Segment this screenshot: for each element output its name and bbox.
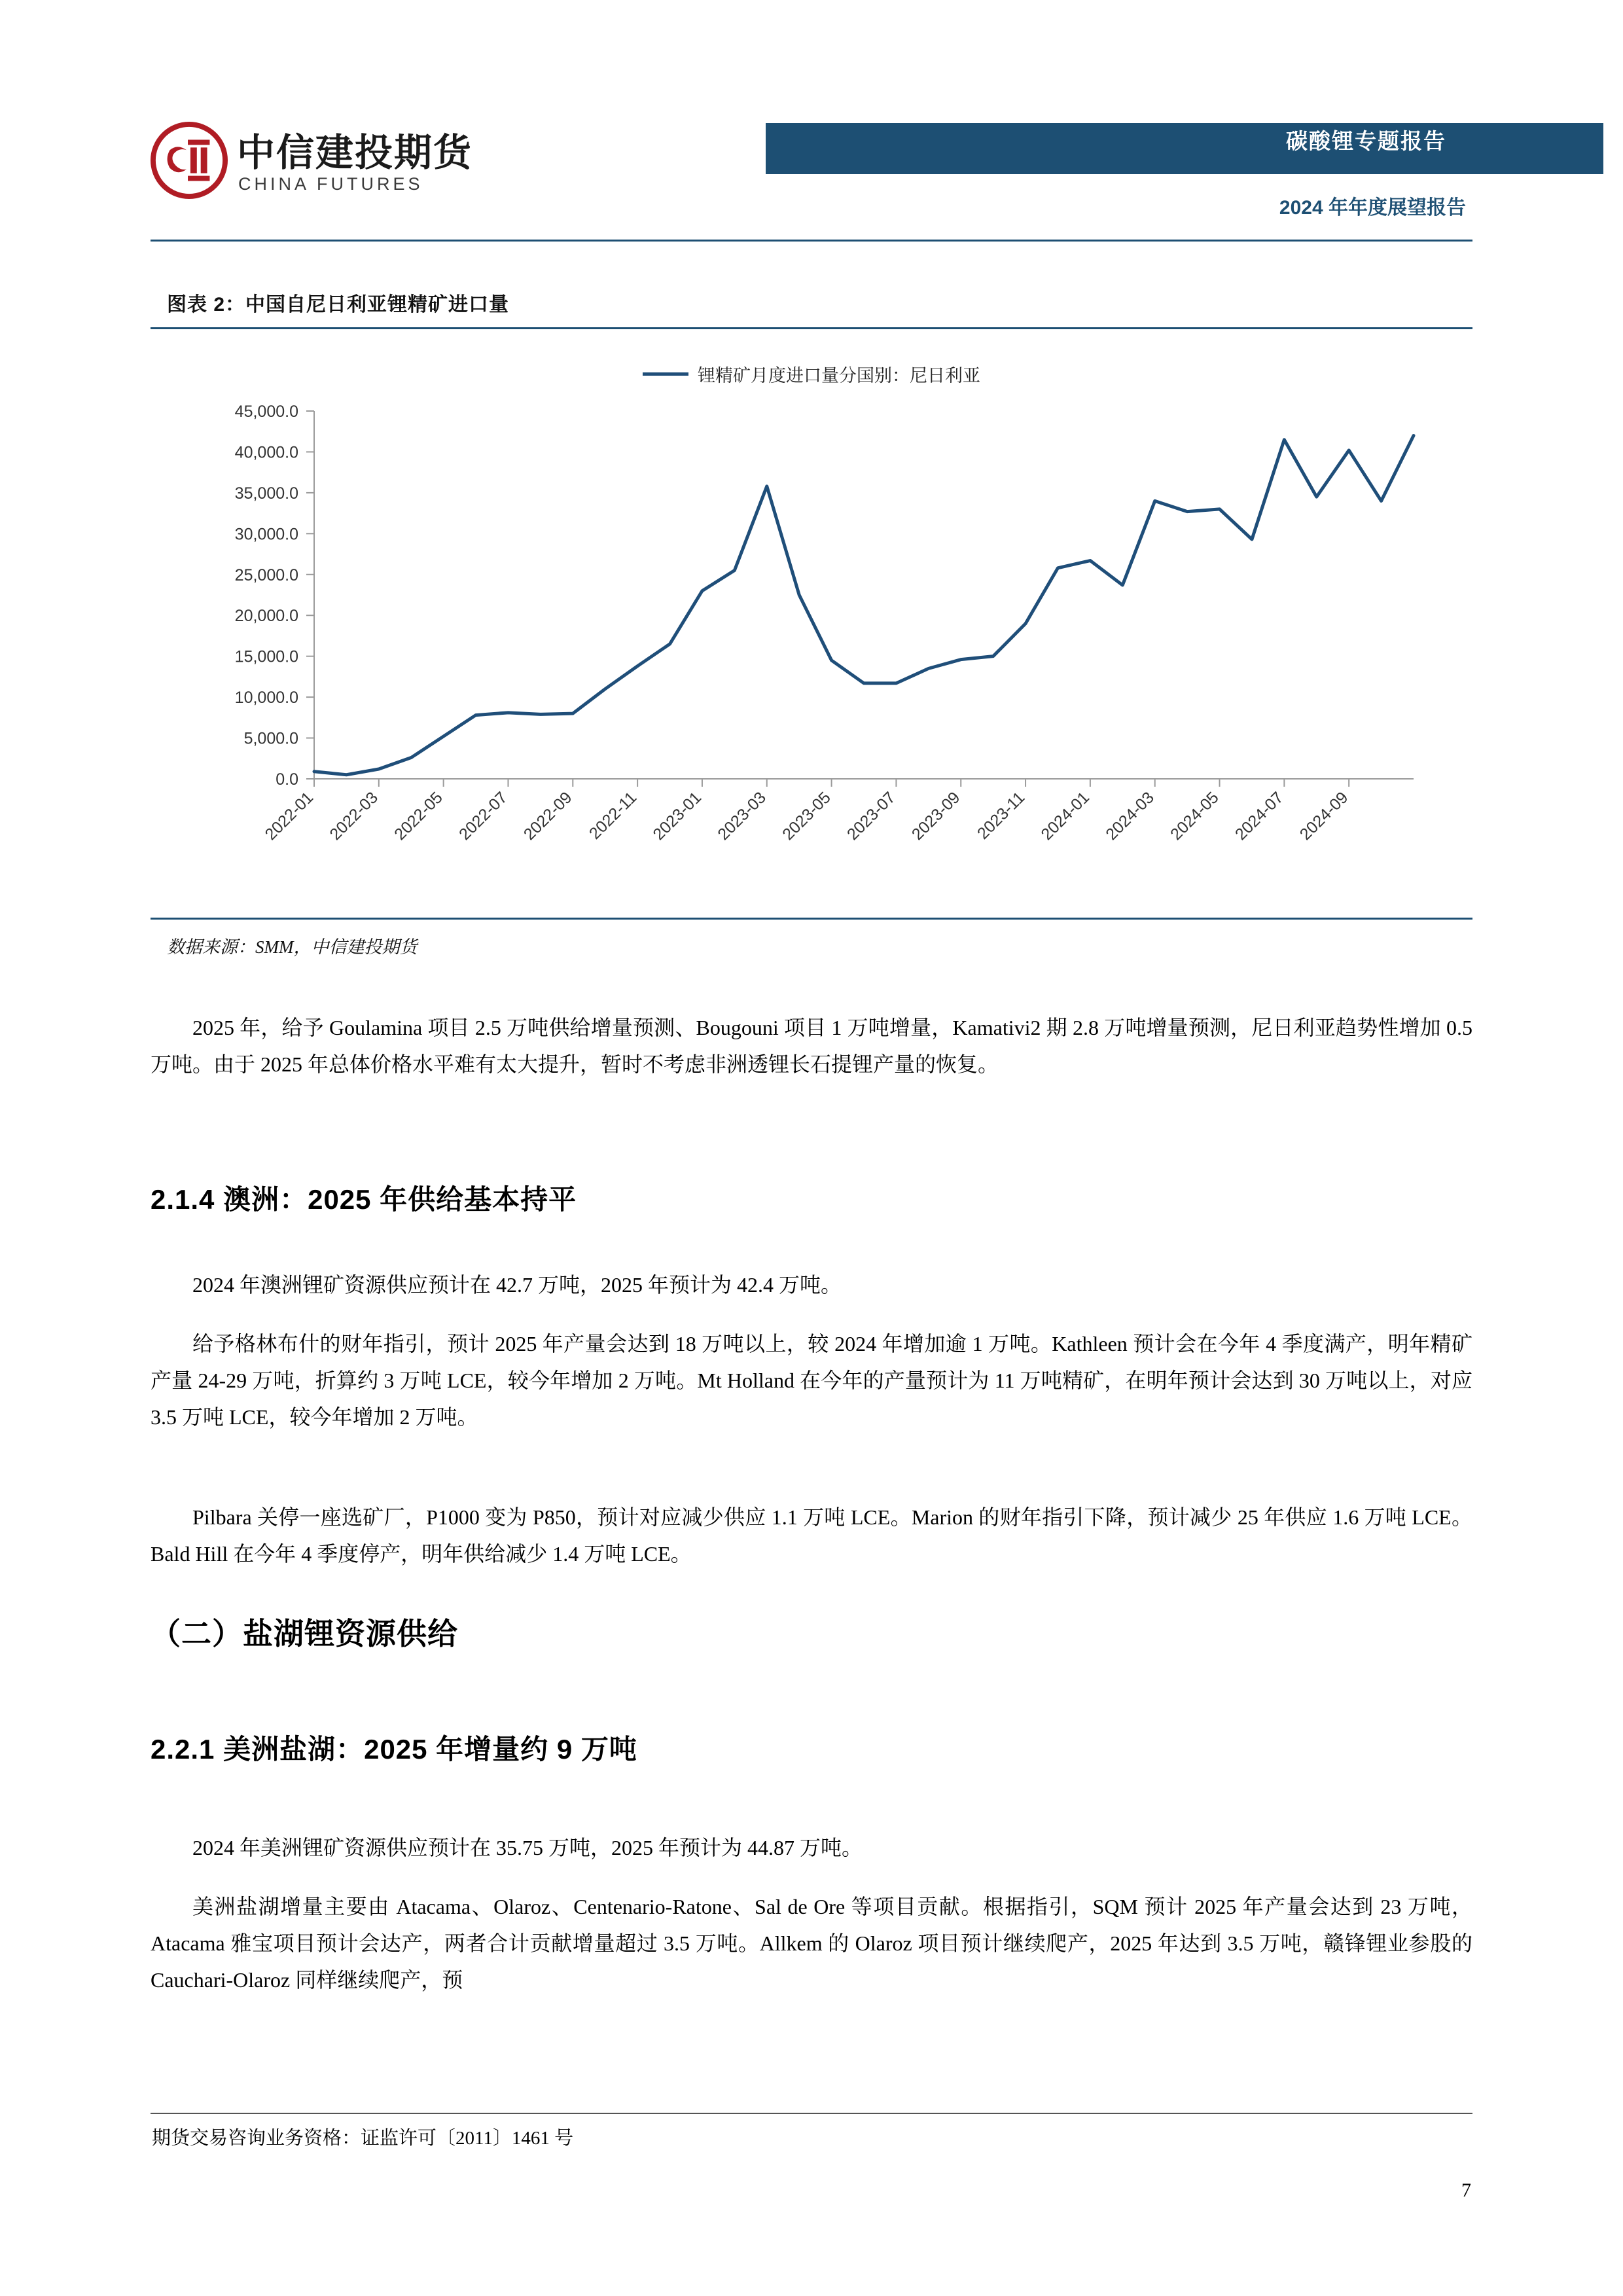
svg-text:15,000.0: 15,000.0: [234, 647, 298, 666]
svg-text:40,000.0: 40,000.0: [234, 443, 298, 462]
svg-text:2024-01: 2024-01: [1037, 788, 1094, 844]
svg-text:2022-01: 2022-01: [261, 788, 317, 844]
svg-text:2023-11: 2023-11: [973, 788, 1029, 843]
figure-chart: [151, 340, 1472, 910]
logo-text-en: CHINA FUTURES: [238, 174, 423, 194]
paragraph-2: 2024 年澳洲锂矿资源供应预计在 42.7 万吨，2025 年预计为 42.4 万吨。: [192, 1273, 842, 1297]
svg-text:10,000.0: 10,000.0: [234, 689, 298, 708]
svg-text:2023-05: 2023-05: [779, 788, 834, 844]
svg-text:2024-09: 2024-09: [1296, 788, 1352, 844]
header-banner: [766, 123, 1603, 174]
chart-plot-area: [151, 399, 1472, 910]
svg-text:2022-07: 2022-07: [455, 788, 511, 844]
header-banner-title: 碳酸锂专题报告: [1286, 129, 1446, 153]
heading-section-2: （二）盐湖锂资源供给: [151, 1617, 458, 1651]
footer-divider: [151, 2113, 1472, 2114]
heading-2-1-4: 2.1.4 澳洲：2025 年供给基本持平: [151, 1184, 577, 1215]
heading-2-2-1: 2.2.1 美洲盐湖：2025 年增量约 9 万吨: [151, 1734, 637, 1765]
paragraph-3: 给予格林布什的财年指引，预计 2025 年产量会达到 18 万吨以上，较 2024 年增加逾 1 万吨。Kathleen 预计会在今年 4 季度满产，明年精矿产量 24-29 万吨，折算约 3 万吨 LCE，较今年增加 2 万吨。Mt Holland 在今年的产量预计为 11 万吨精矿，在明年预计会达到 30 万吨以上，对应 3.5 万吨 LCE，较今年增加 2 万吨。: [151, 1332, 1472, 1429]
svg-text:2024-05: 2024-05: [1167, 788, 1222, 844]
svg-text:2023-01: 2023-01: [649, 788, 705, 844]
svg-text:30,000.0: 30,000.0: [234, 525, 298, 544]
figure-top-rule: [151, 327, 1472, 329]
svg-text:2022-03: 2022-03: [326, 788, 382, 844]
header-subtitle: 2024 年年度展望报告: [1279, 197, 1466, 219]
paragraph-1: 2025 年，给予 Goulamina 项目 2.5 万吨供给增量预测、Bougouni 项目 1 万吨增量，Kamativi2 期 2.8 万吨增量预测，尼日利亚趋势性增加 0.5 万吨。由于 2025 年总体价格水平难有太大提升，暂时不考虑非洲透锂长石提锂产量的恢复。: [151, 1016, 1472, 1076]
paragraph-4: Pilbara 关停一座选矿厂，P1000 变为 P850，预计对应减少供应 1.1 万吨 LCE。Marion 的财年指引下降，预计减少 25 年供应 1.6 万吨 LCE。Bald Hill 在今年 4 季度停产，明年供给减少 1.4 万吨 LCE。: [151, 1505, 1472, 1566]
footer-disclaimer: 期货交易咨询业务资格：证监许可〔2011〕1461 号: [152, 2128, 574, 2149]
svg-text:35,000.0: 35,000.0: [234, 484, 298, 503]
svg-text:25,000.0: 25,000.0: [234, 565, 298, 584]
citic-logo-icon: [151, 122, 228, 199]
svg-text:45,000.0: 45,000.0: [234, 403, 298, 421]
paragraph-6: 美洲盐湖增量主要由 Atacama、Olaroz、Centenario-Ratone、Sal de Ore 等项目贡献。根据指引，SQM 预计 2025 年产量会达到 23 万吨，Atacama 雅宝项目预计会达产，两者合计贡献增量超过 3.5 万吨。Allkem 的 Olaroz 项目预计继续爬产，2025 年达到 3.5 万吨，赣锋锂业参股的 Cauchari-Olaroz 同样继续爬产，预: [151, 1895, 1472, 1992]
svg-text:0.0: 0.0: [276, 770, 298, 789]
paragraph-5: 2024 年美洲锂矿资源供应预计在 35.75 万吨，2025 年预计为 44.87 万吨。: [192, 1836, 863, 1859]
line-chart-svg: [151, 399, 1472, 910]
figure-source: 数据来源：SMM，中信建投期货: [167, 937, 418, 957]
svg-text:2022-11: 2022-11: [585, 788, 641, 843]
page-header: [151, 111, 1472, 242]
chart-legend: [151, 361, 1472, 387]
svg-text:2024-03: 2024-03: [1102, 788, 1158, 844]
svg-text:2023-09: 2023-09: [908, 788, 964, 844]
legend-swatch-icon: [643, 372, 688, 376]
page-number: 7: [1461, 2179, 1471, 2201]
svg-text:2023-03: 2023-03: [714, 788, 770, 844]
figure-bottom-rule: [151, 918, 1472, 920]
legend-label: 锂精矿月度进口量分国别：尼日利亚: [698, 366, 980, 386]
svg-text:2022-05: 2022-05: [391, 788, 446, 844]
svg-text:20,000.0: 20,000.0: [234, 607, 298, 626]
svg-text:2023-07: 2023-07: [843, 788, 899, 844]
company-logo: [151, 118, 491, 216]
figure-title: 图表 2：中国自尼日利亚锂精矿进口量: [167, 294, 510, 315]
svg-text:5,000.0: 5,000.0: [243, 729, 298, 748]
header-divider: [151, 240, 1472, 242]
svg-text:2022-09: 2022-09: [520, 788, 576, 844]
svg-text:2024-07: 2024-07: [1231, 788, 1287, 844]
logo-text-cn: 中信建投期货: [237, 132, 473, 174]
